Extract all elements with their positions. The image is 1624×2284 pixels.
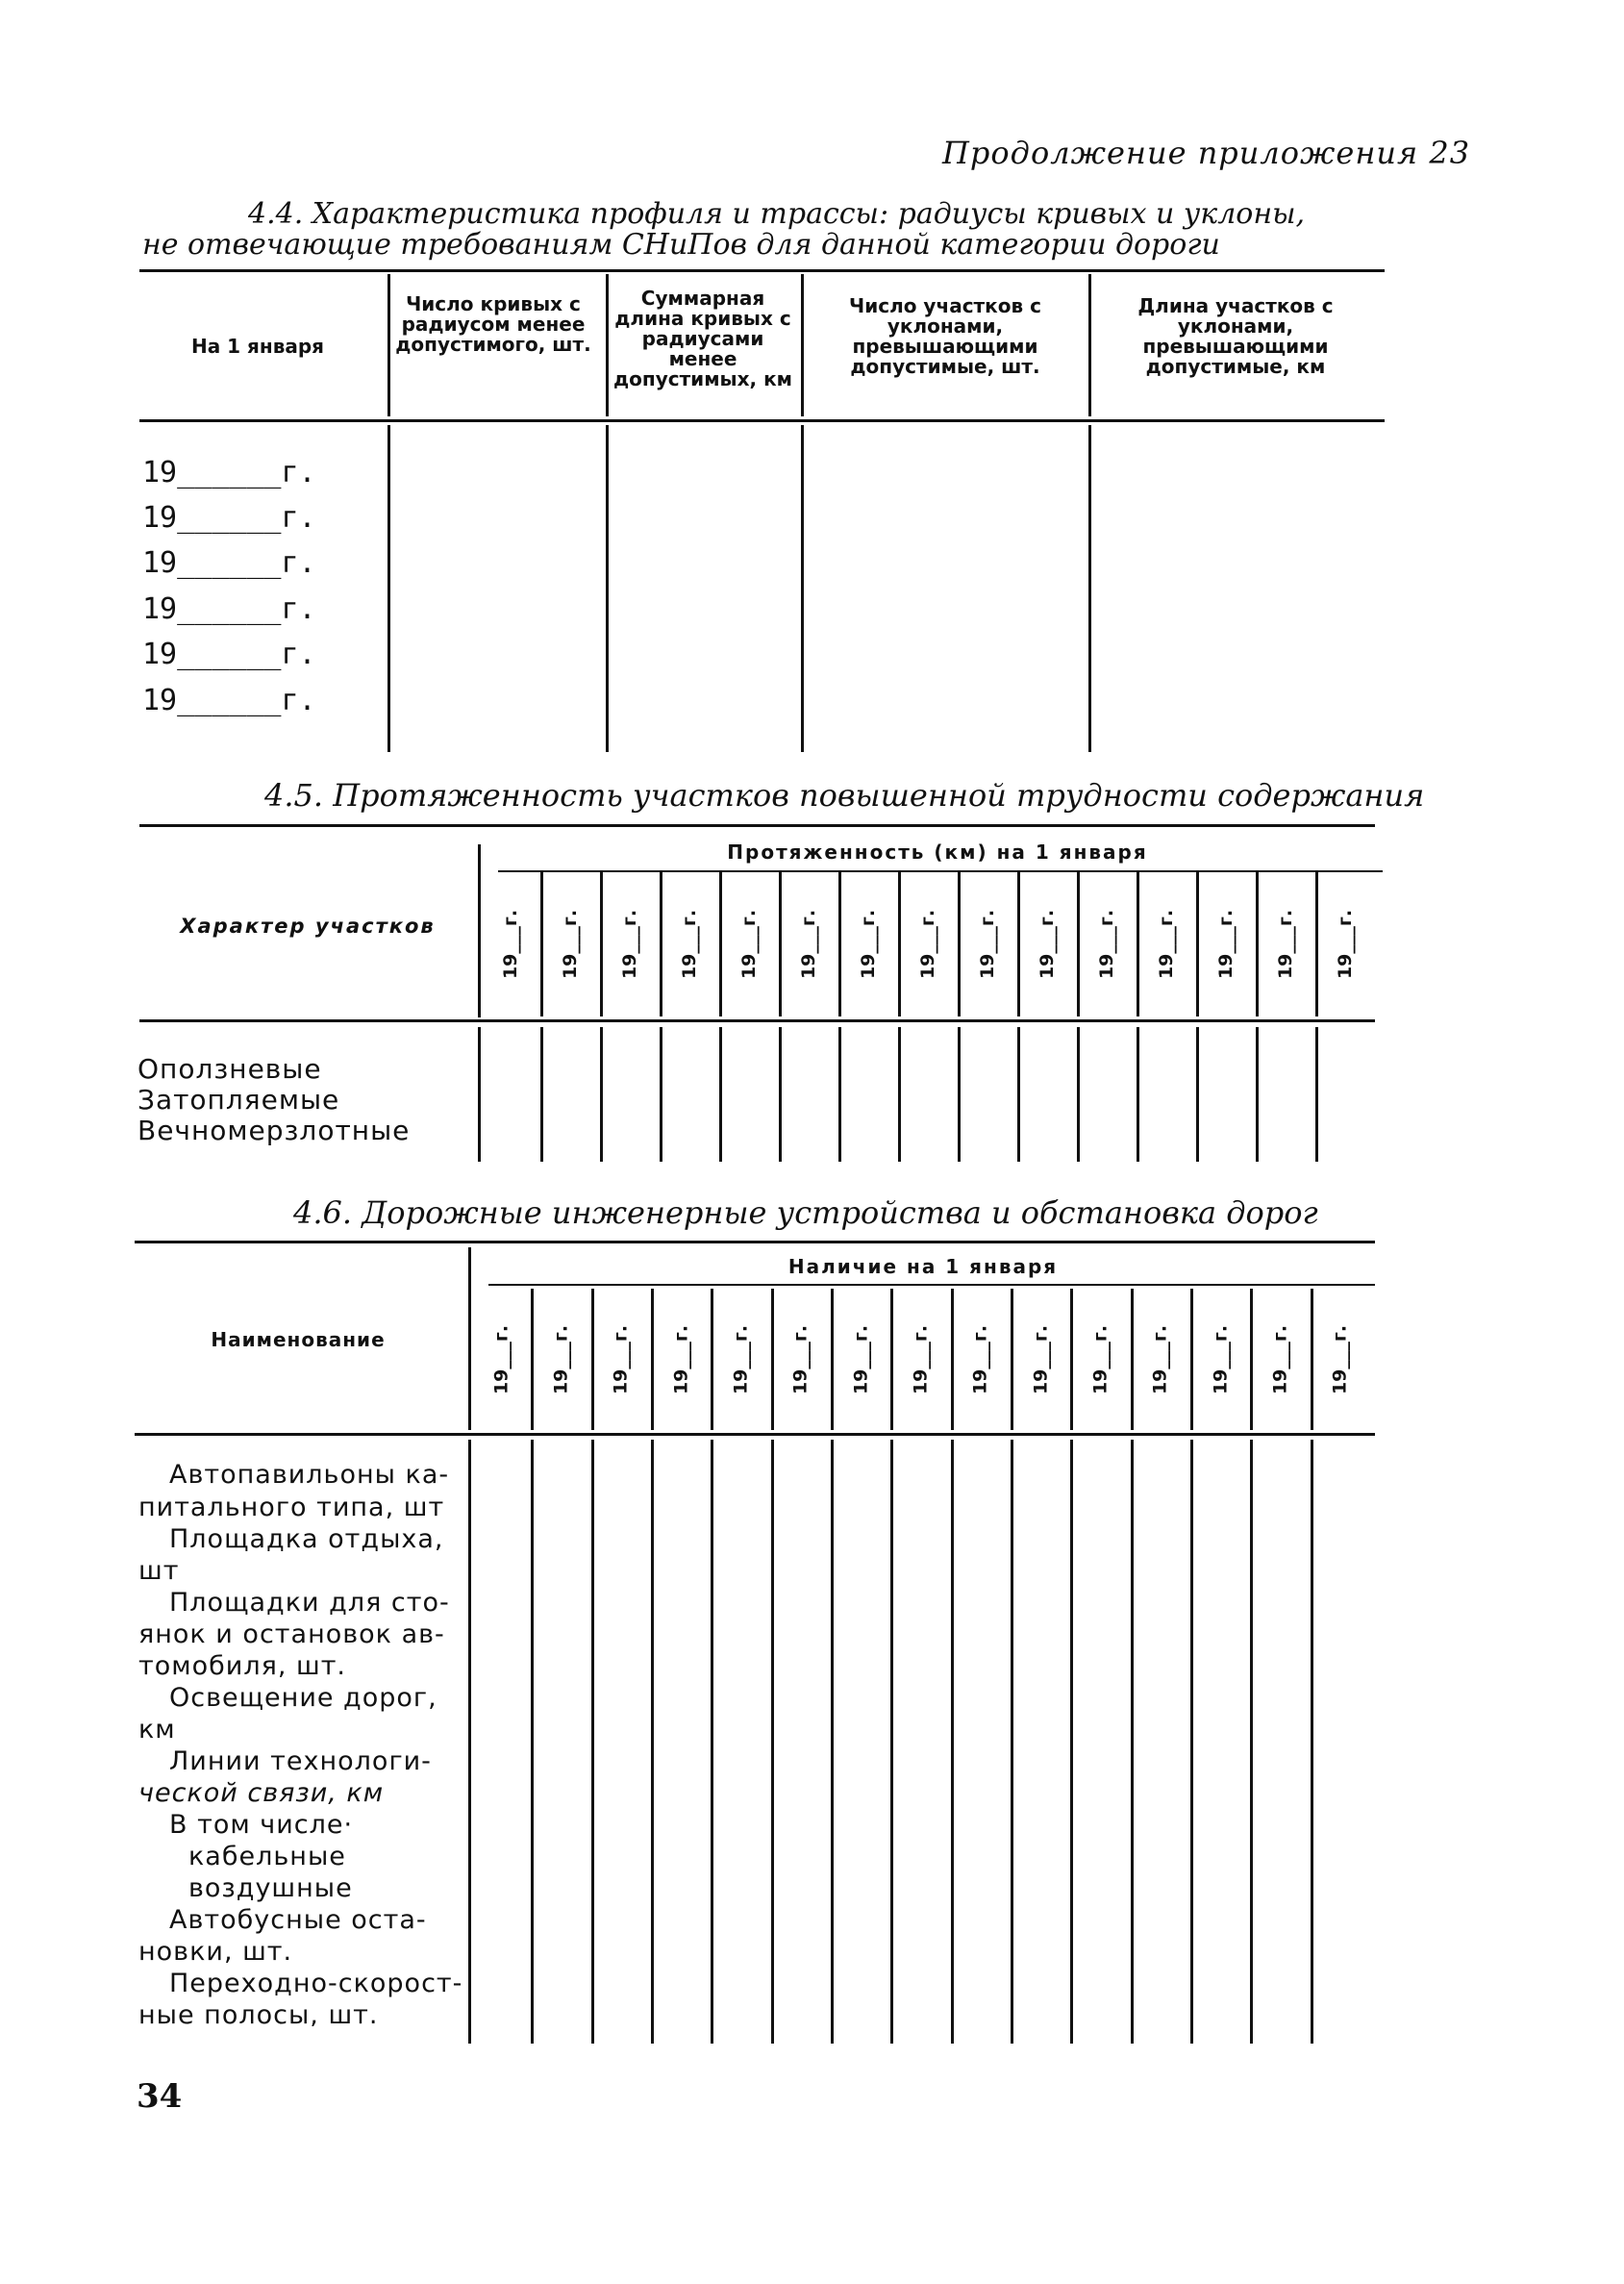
year-column-divider: [951, 1289, 954, 1430]
year-column-divider: [890, 1440, 893, 2044]
year-column-divider: [958, 1027, 961, 1162]
section-4-5-title: 4.5. Протяженность участков повышенной трудности содержания: [264, 777, 1425, 814]
year-column-divider: [591, 1440, 594, 2044]
year-column-divider: [951, 1440, 954, 2044]
year-column-header: 19___г.: [1037, 909, 1058, 980]
year-column-divider: [1077, 872, 1080, 1017]
section-4-6-title: 4.6. Дорожные инженерные устройства и обстановка дорог: [293, 1194, 1318, 1231]
year-column-divider: [1315, 1027, 1318, 1162]
year-column-divider: [651, 1289, 654, 1430]
year-column-divider: [838, 872, 841, 1017]
section-4-4-title-line2: не отвечающие требованиям СНиПов для данной категории дороги: [142, 228, 1220, 262]
table-4-6-row: км: [138, 1715, 176, 1744]
year-column-divider: [1315, 872, 1318, 1017]
table-4-6-row: Линии технологи-: [169, 1746, 432, 1776]
year-column-divider: [898, 872, 901, 1017]
year-column-divider: [1256, 872, 1259, 1017]
year-column-header: 19___г.: [789, 1324, 812, 1395]
year-column-divider: [771, 1440, 774, 2044]
year-column-divider: [531, 1440, 534, 2044]
year-column-divider: [1011, 1440, 1013, 2044]
year-column-divider: [591, 1289, 594, 1430]
year-column-header: 19___г.: [610, 1324, 632, 1395]
table-4-4-vline-4-head: [1088, 274, 1091, 416]
year-column-header: 19___г.: [670, 1324, 692, 1395]
table-4-6-row: новки, шт.: [138, 1937, 293, 1967]
year-column-divider: [600, 1027, 603, 1162]
table-4-6-row: питального типа, шт: [138, 1493, 445, 1522]
table-4-4-row: 19______г.: [142, 456, 316, 489]
table-4-6-row: ные полосы, шт.: [138, 2000, 379, 2030]
table-4-6-row: янок и остановок ав-: [138, 1619, 445, 1649]
year-column-header: 19___г.: [490, 1324, 512, 1395]
year-column-header: 19___г.: [1269, 1324, 1291, 1395]
year-column-divider: [1131, 1289, 1134, 1430]
year-column-header: 19___г.: [1156, 909, 1177, 980]
table-4-4-vline-3-body: [801, 425, 804, 752]
table-4-4-row: 19______г.: [142, 638, 316, 671]
year-column-divider: [890, 1289, 893, 1430]
year-column-header: 19___г.: [1329, 1324, 1351, 1395]
year-column-divider: [660, 1027, 662, 1162]
year-column-header: 19___г.: [969, 1324, 991, 1395]
table-4-4-vline-2-body: [606, 425, 609, 752]
year-column-divider: [838, 1027, 841, 1162]
table-4-6-label-divider-head: [468, 1247, 471, 1430]
table-4-5-group-rule: [498, 870, 1383, 872]
year-column-divider: [1196, 1027, 1199, 1162]
table-4-6-label-divider-body: [468, 1440, 471, 2044]
year-column-header: 19___г.: [730, 1324, 752, 1395]
table-4-5-top-rule: [139, 824, 1375, 827]
year-column-divider: [540, 872, 543, 1017]
year-column-divider: [1070, 1289, 1073, 1430]
table-4-5-group-header: Протяженность (км) на 1 января: [727, 841, 1148, 864]
table-4-4-col-slopes-count-header: Число участков с уклонами, превышающими допустимые, шт.: [849, 294, 1041, 378]
table-4-6-row: Автобусные оста-: [169, 1905, 427, 1935]
year-column-divider: [898, 1027, 901, 1162]
table-4-4-header-rule: [139, 419, 1385, 422]
year-column-divider: [1137, 872, 1139, 1017]
table-4-6-top-rule: [135, 1241, 1375, 1243]
year-column-header: 19___г.: [1215, 909, 1237, 980]
year-column-divider: [651, 1440, 654, 2044]
table-4-4-col-curves-count-header: Число кривых с радиусом менее допустимого, шт.: [395, 292, 591, 356]
year-column-header: 19___г.: [738, 909, 760, 980]
year-column-header: 19___г.: [1089, 1324, 1112, 1395]
table-4-4-col-curves-length-header: Суммарная длина кривых с радиусами менее допустимых, км: [612, 287, 793, 390]
year-column-divider: [1077, 1027, 1080, 1162]
year-column-header: 19___г.: [1096, 909, 1117, 980]
table-4-6-col-header: Наименование: [211, 1328, 386, 1351]
year-column-header: 19___г.: [619, 909, 640, 980]
year-column-header: 19___г.: [679, 909, 700, 980]
page-number: 34: [137, 2077, 183, 2116]
year-column-divider: [1250, 1440, 1253, 2044]
section-4-4-title-line1: 4.4. Характеристика профиля и трассы: радиусы кривых и уклоны,: [248, 197, 1306, 231]
table-4-6-header-rule: [135, 1433, 1375, 1436]
table-4-6-row: Переходно-скорост-: [169, 1969, 463, 1998]
year-column-header: 19___г.: [917, 909, 938, 980]
table-4-5-col-header: Характер участков: [180, 915, 436, 938]
table-4-6-row: Автопавильоны ка-: [169, 1460, 450, 1490]
table-4-4-vline-1-body: [387, 425, 390, 752]
year-column-divider: [600, 872, 603, 1017]
page-continuation-header: Продолжение приложения 23: [942, 135, 1471, 171]
table-4-5-row: Вечномерзлотные: [137, 1115, 411, 1146]
year-column-divider: [831, 1289, 834, 1430]
year-column-header: 19___г.: [798, 909, 819, 980]
year-column-divider: [1250, 1289, 1253, 1430]
table-4-4-vline-4-body: [1088, 425, 1091, 752]
table-4-6-row: томобиля, шт.: [138, 1651, 347, 1681]
year-column-header: 19___г.: [850, 1324, 872, 1395]
year-column-header: 19___г.: [1210, 1324, 1232, 1395]
year-column-divider: [540, 1027, 543, 1162]
table-4-6-row: воздушные: [188, 1873, 353, 1903]
table-4-4-row: 19______г.: [142, 592, 316, 626]
table-4-5-row: Оползневые: [137, 1053, 322, 1085]
table-4-6-row: ческой связи, км: [138, 1778, 385, 1808]
table-4-4-col-date-header: На 1 января: [190, 335, 325, 358]
table-4-6-row: кабельные: [188, 1842, 346, 1871]
year-column-header: 19___г.: [858, 909, 879, 980]
table-4-6-group-header: Наличие на 1 января: [787, 1255, 1059, 1278]
year-column-header: 19___г.: [1275, 909, 1296, 980]
year-column-divider: [1137, 1027, 1139, 1162]
year-column-divider: [531, 1289, 534, 1430]
year-column-divider: [660, 872, 662, 1017]
table-4-4-row: 19______г.: [142, 546, 316, 580]
table-4-5-label-divider-head: [478, 844, 481, 1017]
year-column-divider: [711, 1440, 713, 2044]
table-4-6-row: Освещение дорог,: [169, 1683, 437, 1713]
year-column-header: 19___г.: [977, 909, 998, 980]
table-4-4-col-slopes-length-header: Длина участков с уклонами, превышающими допустимые, км: [1137, 294, 1334, 378]
year-column-divider: [711, 1289, 713, 1430]
table-4-5-label-divider-body: [478, 1027, 481, 1162]
table-4-4-vline-1-head: [387, 274, 390, 416]
table-4-4-vline-2-head: [606, 274, 609, 416]
year-column-divider: [771, 1289, 774, 1430]
table-4-5-header-rule: [139, 1019, 1375, 1022]
table-4-4-row: 19______г.: [142, 684, 316, 717]
table-4-6-row: Площадка отдыха,: [169, 1524, 444, 1554]
year-column-divider: [1017, 1027, 1020, 1162]
year-column-divider: [1190, 1289, 1193, 1430]
year-column-divider: [1196, 872, 1199, 1017]
year-column-divider: [1131, 1440, 1134, 2044]
year-column-divider: [1190, 1440, 1193, 2044]
table-4-6-group-rule: [488, 1284, 1375, 1286]
year-column-divider: [1311, 1289, 1313, 1430]
year-column-divider: [1017, 872, 1020, 1017]
year-column-divider: [1070, 1440, 1073, 2044]
year-column-header: 19___г.: [1335, 909, 1356, 980]
year-column-header: 19___г.: [560, 909, 581, 980]
year-column-divider: [1256, 1027, 1259, 1162]
year-column-header: 19___г.: [500, 909, 521, 980]
year-column-header: 19___г.: [1149, 1324, 1171, 1395]
table-4-6-row: В том числе·: [169, 1810, 354, 1840]
table-4-5-row: Затопляемые: [137, 1084, 340, 1116]
year-column-header: 19___г.: [910, 1324, 932, 1395]
year-column-divider: [831, 1440, 834, 2044]
year-column-divider: [958, 872, 961, 1017]
table-4-6-row: шт: [138, 1556, 180, 1586]
table-4-4-row: 19______г.: [142, 501, 316, 535]
year-column-divider: [719, 1027, 722, 1162]
year-column-divider: [719, 872, 722, 1017]
year-column-divider: [1311, 1440, 1313, 2044]
year-column-divider: [779, 1027, 782, 1162]
year-column-divider: [779, 872, 782, 1017]
table-4-4-vline-3-head: [801, 274, 804, 416]
year-column-header: 19___г.: [1030, 1324, 1052, 1395]
year-column-divider: [1011, 1289, 1013, 1430]
year-column-header: 19___г.: [550, 1324, 572, 1395]
table-4-4-top-rule: [139, 269, 1385, 272]
table-4-6-row: Площадки для сто-: [169, 1588, 450, 1618]
